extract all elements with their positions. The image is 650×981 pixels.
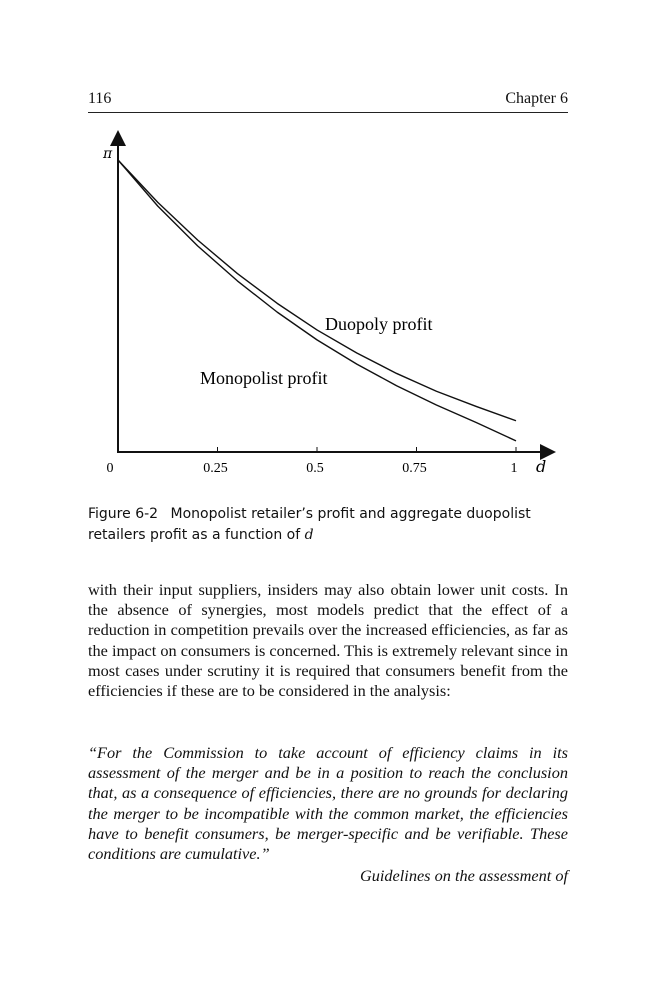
page-number: 116 — [88, 90, 112, 107]
x-tick-label: 1 — [510, 461, 518, 476]
x-tick-label: 0.25 — [203, 461, 228, 476]
block-quote: “For the Commission to take account of efficiency claims in its assessment of the merger and be in a position to reach the conclusion that, as a consequence of efficiencies, there are no grounds for declaring the merger to be incompatible with the common market, the efficiencies have to benefit consumers, be merger-specific and be verifiable. These conditions are cumulative.” — [88, 743, 568, 864]
x-tick-label: 0.75 — [402, 461, 427, 476]
chapter-title: Chapter 6 — [505, 90, 568, 107]
x-tick-label: 0.5 — [306, 461, 324, 476]
profit-chart — [0, 0, 650, 490]
x-axis-label: d — [536, 457, 547, 476]
duopoly-profit-label: Duopoly profit — [325, 314, 433, 334]
monopolist-profit-label: Monopolist profit — [200, 368, 328, 388]
body-paragraph: with their input suppliers, insiders may also obtain lower unit costs. In the absence of synergies, most models predict that the effect of a reduction in competition prevails over the increased efficiencies, as far as the impact on consumers is concerned. This is extremely relevant since in most cases under scrutiny it is required that consumers benefit from the efficiencies if these are to be considered in the analysis: — [88, 580, 568, 701]
x-tick-label: 0 — [106, 461, 114, 476]
figure-caption-text: Monopolist retailer’s profit and aggregate duopolist retailers profit as a function of — [88, 506, 531, 543]
figure-label: Figure 6-2 — [88, 506, 159, 522]
figure-caption-variable: d — [304, 527, 314, 543]
y-axis-label: π — [103, 146, 113, 162]
quote-source: Guidelines on the assessment of — [359, 866, 568, 885]
figure-caption — [88, 504, 568, 546]
